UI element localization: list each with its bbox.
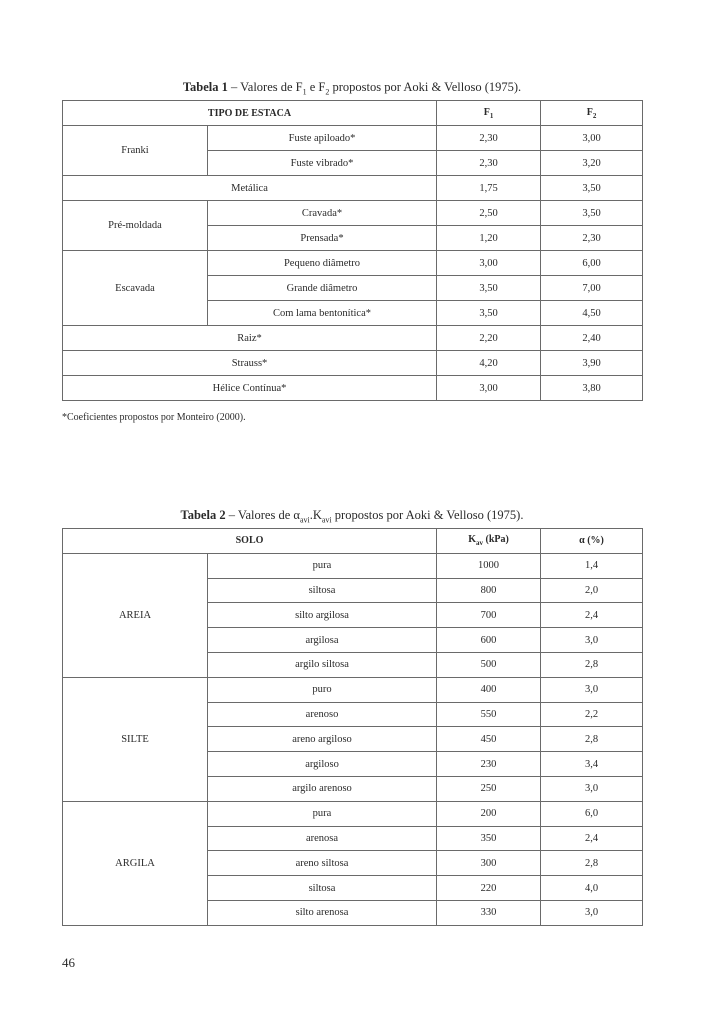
- kav-cell: 600: [437, 628, 541, 653]
- soil-subtype-cell: argilo siltosa: [208, 652, 437, 677]
- f1-cell: 3,50: [437, 276, 541, 301]
- soil-subtype-cell: argiloso: [208, 752, 437, 777]
- type-cell: Hélice Contínua*: [63, 376, 437, 401]
- soil-subtype-cell: siltosa: [208, 876, 437, 901]
- f2-cell: 4,50: [541, 301, 643, 326]
- kav-cell: 550: [437, 702, 541, 727]
- header-f1: $F_1$: [437, 101, 541, 126]
- f1-cell: 1,75: [437, 176, 541, 201]
- subtype-cell: Fuste vibrado*: [208, 151, 437, 176]
- kav-cell: 250: [437, 776, 541, 801]
- subtype-cell: Prensada*: [208, 226, 437, 251]
- soil-subtype-cell: argilosa: [208, 628, 437, 653]
- f1-cell: 4,20: [437, 351, 541, 376]
- kav-cell: 220: [437, 876, 541, 901]
- soil-subtype-cell: siltosa: [208, 578, 437, 603]
- alpha-cell: 2,0: [541, 578, 643, 603]
- soil-group-cell: ARGILA: [63, 801, 208, 925]
- subtype-cell: Grande diâmetro: [208, 276, 437, 301]
- group-cell: Escavada: [63, 251, 208, 326]
- table1-caption-text: e F: [306, 80, 326, 94]
- kav-cell: 350: [437, 826, 541, 851]
- kav-cell: 700: [437, 603, 541, 628]
- f2-cell: 2,30: [541, 226, 643, 251]
- alpha-cell: 2,2: [541, 702, 643, 727]
- f2-cell: 3,90: [541, 351, 643, 376]
- table1-caption-text: propostos por Aoki & Velloso (1975).: [329, 80, 522, 94]
- alpha-cell: 3,4: [541, 752, 643, 777]
- header-f2: $F_2$: [541, 101, 643, 126]
- table-row: [63, 553, 643, 578]
- alpha-cell: 3,0: [541, 900, 643, 925]
- soil-subtype-cell: silto arenosa: [208, 900, 437, 925]
- soil-subtype-cell: puro: [208, 677, 437, 702]
- f1-cell: 3,50: [437, 301, 541, 326]
- table2-caption-text: propostos por Aoki & Velloso (1975).: [331, 508, 524, 522]
- subtype-cell: Com lama bentonítica*: [208, 301, 437, 326]
- table1-caption-text: – Valores de F: [227, 80, 303, 94]
- soil-subtype-cell: arenosa: [208, 826, 437, 851]
- header-alpha: α (%): [541, 529, 643, 554]
- soil-subtype-cell: argilo arenoso: [208, 776, 437, 801]
- table2-caption: [62, 508, 642, 525]
- alpha-cell: 6,0: [541, 801, 643, 826]
- f1-cell: 2,50: [437, 201, 541, 226]
- alpha-cell: 3,0: [541, 776, 643, 801]
- alpha-cell: 2,4: [541, 603, 643, 628]
- f2-cell: 3,00: [541, 126, 643, 151]
- table1-footnote: *Coeficientes propostos por Monteiro (2000).: [62, 412, 246, 423]
- soil-subtype-cell: pura: [208, 801, 437, 826]
- table1-caption-sub: 2: [325, 87, 330, 97]
- header-kav: $K_{av}$ (kPa): [437, 529, 541, 554]
- alpha-cell: 4,0: [541, 876, 643, 901]
- table-row: [63, 351, 643, 376]
- kav-cell: 230: [437, 752, 541, 777]
- group-cell: Franki: [63, 126, 208, 176]
- f2-cell: 3,50: [541, 201, 643, 226]
- soil-subtype-cell: pura: [208, 553, 437, 578]
- alpha-cell: 3,0: [541, 677, 643, 702]
- soil-subtype-cell: silto argilosa: [208, 603, 437, 628]
- table1-caption-sub: 1: [302, 87, 307, 97]
- table-row: [63, 326, 643, 351]
- f1-cell: 3,00: [437, 376, 541, 401]
- table-row: [63, 126, 643, 151]
- soil-group-cell: AREIA: [63, 553, 208, 677]
- table2: [62, 528, 643, 926]
- table2-caption-sub: avi: [299, 515, 310, 525]
- kav-cell: 500: [437, 652, 541, 677]
- f1-cell: 2,30: [437, 151, 541, 176]
- subtype-cell: Pequeno diâmetro: [208, 251, 437, 276]
- table-header-row: [63, 529, 643, 554]
- kav-cell: 450: [437, 727, 541, 752]
- f1-cell: 3,00: [437, 251, 541, 276]
- type-cell: Raiz*: [63, 326, 437, 351]
- kav-cell: 800: [437, 578, 541, 603]
- type-cell: Strauss*: [63, 351, 437, 376]
- subtype-cell: Cravada*: [208, 201, 437, 226]
- page-number: 46: [62, 955, 75, 970]
- kav-cell: 400: [437, 677, 541, 702]
- table-header-row: [63, 101, 643, 126]
- f2-cell: 3,20: [541, 151, 643, 176]
- table-row: [63, 677, 643, 702]
- alpha-cell: 2,4: [541, 826, 643, 851]
- f2-cell: 3,50: [541, 176, 643, 201]
- table1: [62, 100, 643, 401]
- subtype-cell: Fuste apiloado*: [208, 126, 437, 151]
- soil-subtype-cell: arenoso: [208, 702, 437, 727]
- f2-cell: 3,80: [541, 376, 643, 401]
- table-row: [63, 176, 643, 201]
- f1-cell: 2,20: [437, 326, 541, 351]
- type-cell: Metálica: [63, 176, 437, 201]
- alpha-cell: 2,8: [541, 727, 643, 752]
- table1-caption-label: Tabela 1: [182, 80, 228, 94]
- table2-caption-text: .K: [309, 508, 322, 522]
- f1-cell: 1,20: [437, 226, 541, 251]
- table2-caption-sub: avi: [321, 515, 332, 525]
- kav-cell: 300: [437, 851, 541, 876]
- soil-subtype-cell: areno argiloso: [208, 727, 437, 752]
- table2-caption-text: – Valores de α: [225, 508, 300, 522]
- f2-cell: 2,40: [541, 326, 643, 351]
- soil-group-cell: SILTE: [63, 677, 208, 801]
- table-row: [63, 201, 643, 226]
- table-row: [63, 376, 643, 401]
- header-tipo-de-estaca: TIPO DE ESTACA: [63, 101, 437, 126]
- kav-cell: 200: [437, 801, 541, 826]
- alpha-cell: 3,0: [541, 628, 643, 653]
- f2-cell: 7,00: [541, 276, 643, 301]
- soil-subtype-cell: areno siltosa: [208, 851, 437, 876]
- kav-cell: 330: [437, 900, 541, 925]
- table-row: [63, 251, 643, 276]
- group-cell: Pré-moldada: [63, 201, 208, 251]
- f2-cell: 6,00: [541, 251, 643, 276]
- table1-caption: [62, 80, 642, 97]
- alpha-cell: 2,8: [541, 851, 643, 876]
- header-solo: SOLO: [63, 529, 437, 554]
- alpha-cell: 1,4: [541, 553, 643, 578]
- table2-caption-label: Tabela 2: [180, 508, 226, 522]
- f1-cell: 2,30: [437, 126, 541, 151]
- kav-cell: 1000: [437, 553, 541, 578]
- alpha-cell: 2,8: [541, 652, 643, 677]
- table-row: [63, 801, 643, 826]
